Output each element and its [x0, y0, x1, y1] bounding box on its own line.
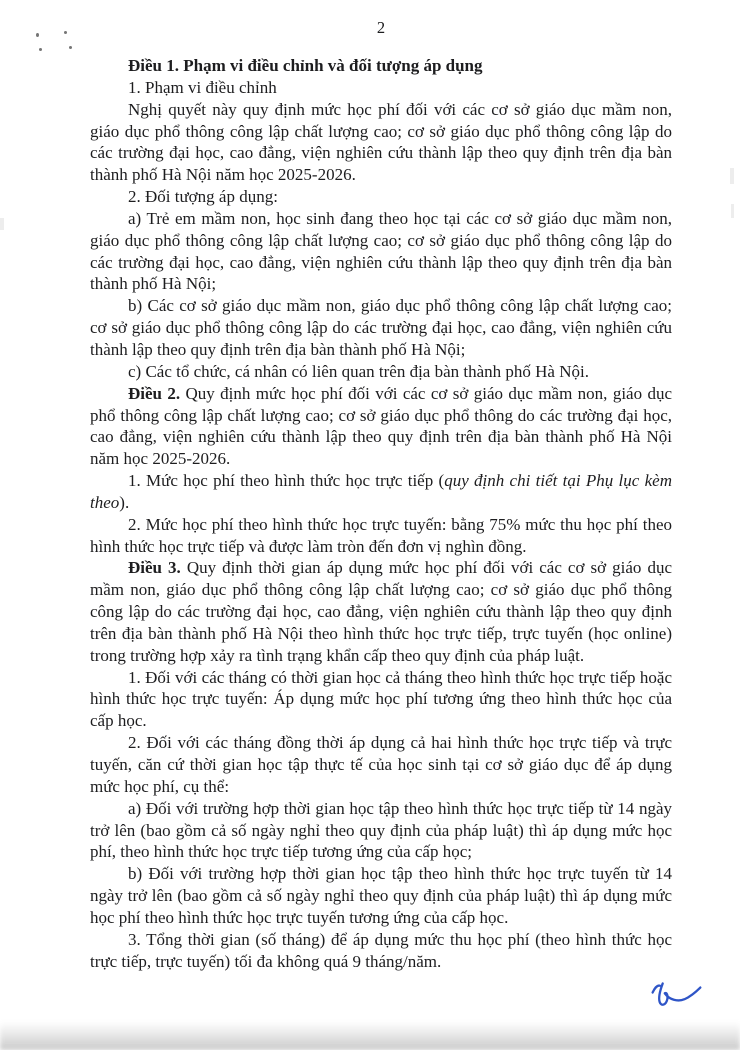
article-3	[90, 557, 672, 666]
article-3-clause-3	[90, 929, 672, 973]
scan-speck	[36, 33, 39, 37]
clause-1-title	[90, 77, 672, 99]
article-2-clause-1	[90, 470, 672, 514]
handwritten-initial-mark	[646, 975, 707, 1015]
text-run: a) Trẻ em mầm non, học sinh đang theo học tại các cơ sở giáo dục mầm non, giáo dục phổ thông công lập chất lượng cao; cơ sở giáo dục phổ thông công lập do các trường đại học, cao đẳng, viện nghiên cứu thành lập theo quy định trên địa bàn thành phố Hà Nội;	[90, 208, 672, 294]
text-run: quy định chi tiết tại Phụ lục kèm theo	[90, 471, 672, 512]
article-2	[90, 383, 672, 470]
article-3-clause-2	[90, 732, 672, 798]
article-3-item-b	[90, 863, 672, 929]
scan-edge-artifact	[730, 168, 734, 184]
scan-edge-artifact	[0, 218, 4, 230]
text-run: b) Các cơ sở giáo dục mầm non, giáo dục phổ thông công lập chất lượng cao; cơ sở giáo dục phổ thông công lập do các trường đại học, cao đẳng, viện nghiên cứu thành lập theo quy định trên địa bàn thành phố Hà Nội;	[90, 296, 672, 359]
text-run: 2. Mức học phí theo hình thức học trực tuyến: bằng 75% mức thu học phí theo hình thức học trực tiếp và được làm tròn đến đơn vị nghìn đồng.	[90, 514, 672, 556]
text-run: c) Các tổ chức, cá nhân có liên quan trên địa bàn thành phố Hà Nội.	[128, 361, 589, 381]
text-run: 1. Đối với các tháng có thời gian học cả tháng theo hình thức học trực tiếp hoặc hình thức học trực tuyến: Áp dụng mức học phí tương ứng theo hình thức học của cấp học.	[90, 667, 672, 731]
article-3-item-a	[90, 798, 672, 864]
article-3-clause-1	[90, 667, 672, 733]
text-run: Quy định thời gian áp dụng mức học phí đối với các cơ sở giáo dục mầm non, giáo dục phổ thông công lập chất lượng cao; cơ sở giáo dục phổ thông công lập do các trường đại học, cao đẳng, viện nghiên cứu thành lập theo quy định trên địa bàn thành phố Hà Nội theo hình thức học trực tiếp, trực tuyến (học online) trong trường hợp xảy ra tình trạng khẩn cấp theo quy định của pháp luật.	[90, 558, 673, 665]
scan-speck	[69, 46, 72, 49]
text-run: Điều 2.	[128, 383, 181, 403]
text-run: 3. Tổng thời gian (số tháng) để áp dụng mức thu học phí (theo hình thức học trực tiếp, trực tuyến) tối đa không quá 9 tháng/năm.	[90, 929, 672, 971]
text-run: 1. Mức học phí theo hình thức học trực tiếp (	[128, 471, 445, 491]
text-run: 1. Phạm vi điều chỉnh	[128, 77, 277, 97]
article-2-clause-2	[90, 514, 672, 558]
scan-speck	[64, 31, 67, 34]
clause-1-body	[90, 99, 672, 186]
scan-edge-artifact	[731, 204, 734, 218]
text-run: Điều 1. Phạm vi điều chỉnh và đối tượng áp dụng	[128, 56, 483, 75]
scan-bottom-shadow	[0, 1022, 740, 1050]
item-a	[90, 208, 672, 295]
item-c	[90, 361, 672, 383]
document-body	[90, 55, 672, 972]
text-run: Nghị quyết này quy định mức học phí đối với các cơ sở giáo dục mầm non, giáo dục phổ thông công lập chất lượng cao; cơ sở giáo dục phổ thông công lập do các trường đại học, cao đẳng, viện nghiên cứu thành lập theo quy định trên địa bàn thành phố Hà Nội năm học 2025-2026.	[90, 99, 672, 185]
text-run: b) Đối với trường hợp thời gian học tập theo hình thức học trực tuyến từ 14 ngày trở lên (bao gồm cả số ngày nghỉ theo quy định của pháp luật) thì áp dụng mức học phí theo hình thức học trực tuyến tương ứng của cấp học.	[90, 864, 672, 927]
article-1-heading	[90, 55, 672, 77]
clause-2-title	[90, 186, 672, 208]
text-run: Điều 3.	[128, 558, 181, 578]
item-b	[90, 295, 672, 361]
text-run: Quy định mức học phí đối với các cơ sở giáo dục mầm non, giáo dục phổ thông công lập chất lượng cao; cơ sở giáo dục phổ thông do các trường đại học, cao đẳng, viện nghiên cứu thành lập theo quy định trên địa bàn thành phố Hà Nội năm học 2025-2026.	[90, 383, 673, 469]
text-run: ).	[119, 492, 130, 512]
scan-speck	[39, 48, 42, 51]
text-run: 2. Đối tượng áp dụng:	[128, 187, 278, 207]
text-run: 2. Đối với các tháng đồng thời áp dụng cả hai hình thức học trực tiếp và trực tuyến, căn cứ thời gian học tập thực tế của học sinh tại cơ sở giáo dục để áp dụng mức học phí, cụ thể:	[90, 733, 672, 796]
text-run: a) Đối với trường hợp thời gian học tập theo hình thức học trực tiếp từ 14 ngày trở lên (bao gồm cả số ngày nghỉ theo quy định của pháp luật) thì áp dụng mức học phí, theo hình thức học trực tiếp tương ứng của cấp học;	[90, 798, 672, 862]
page-number: 2	[376, 18, 386, 37]
